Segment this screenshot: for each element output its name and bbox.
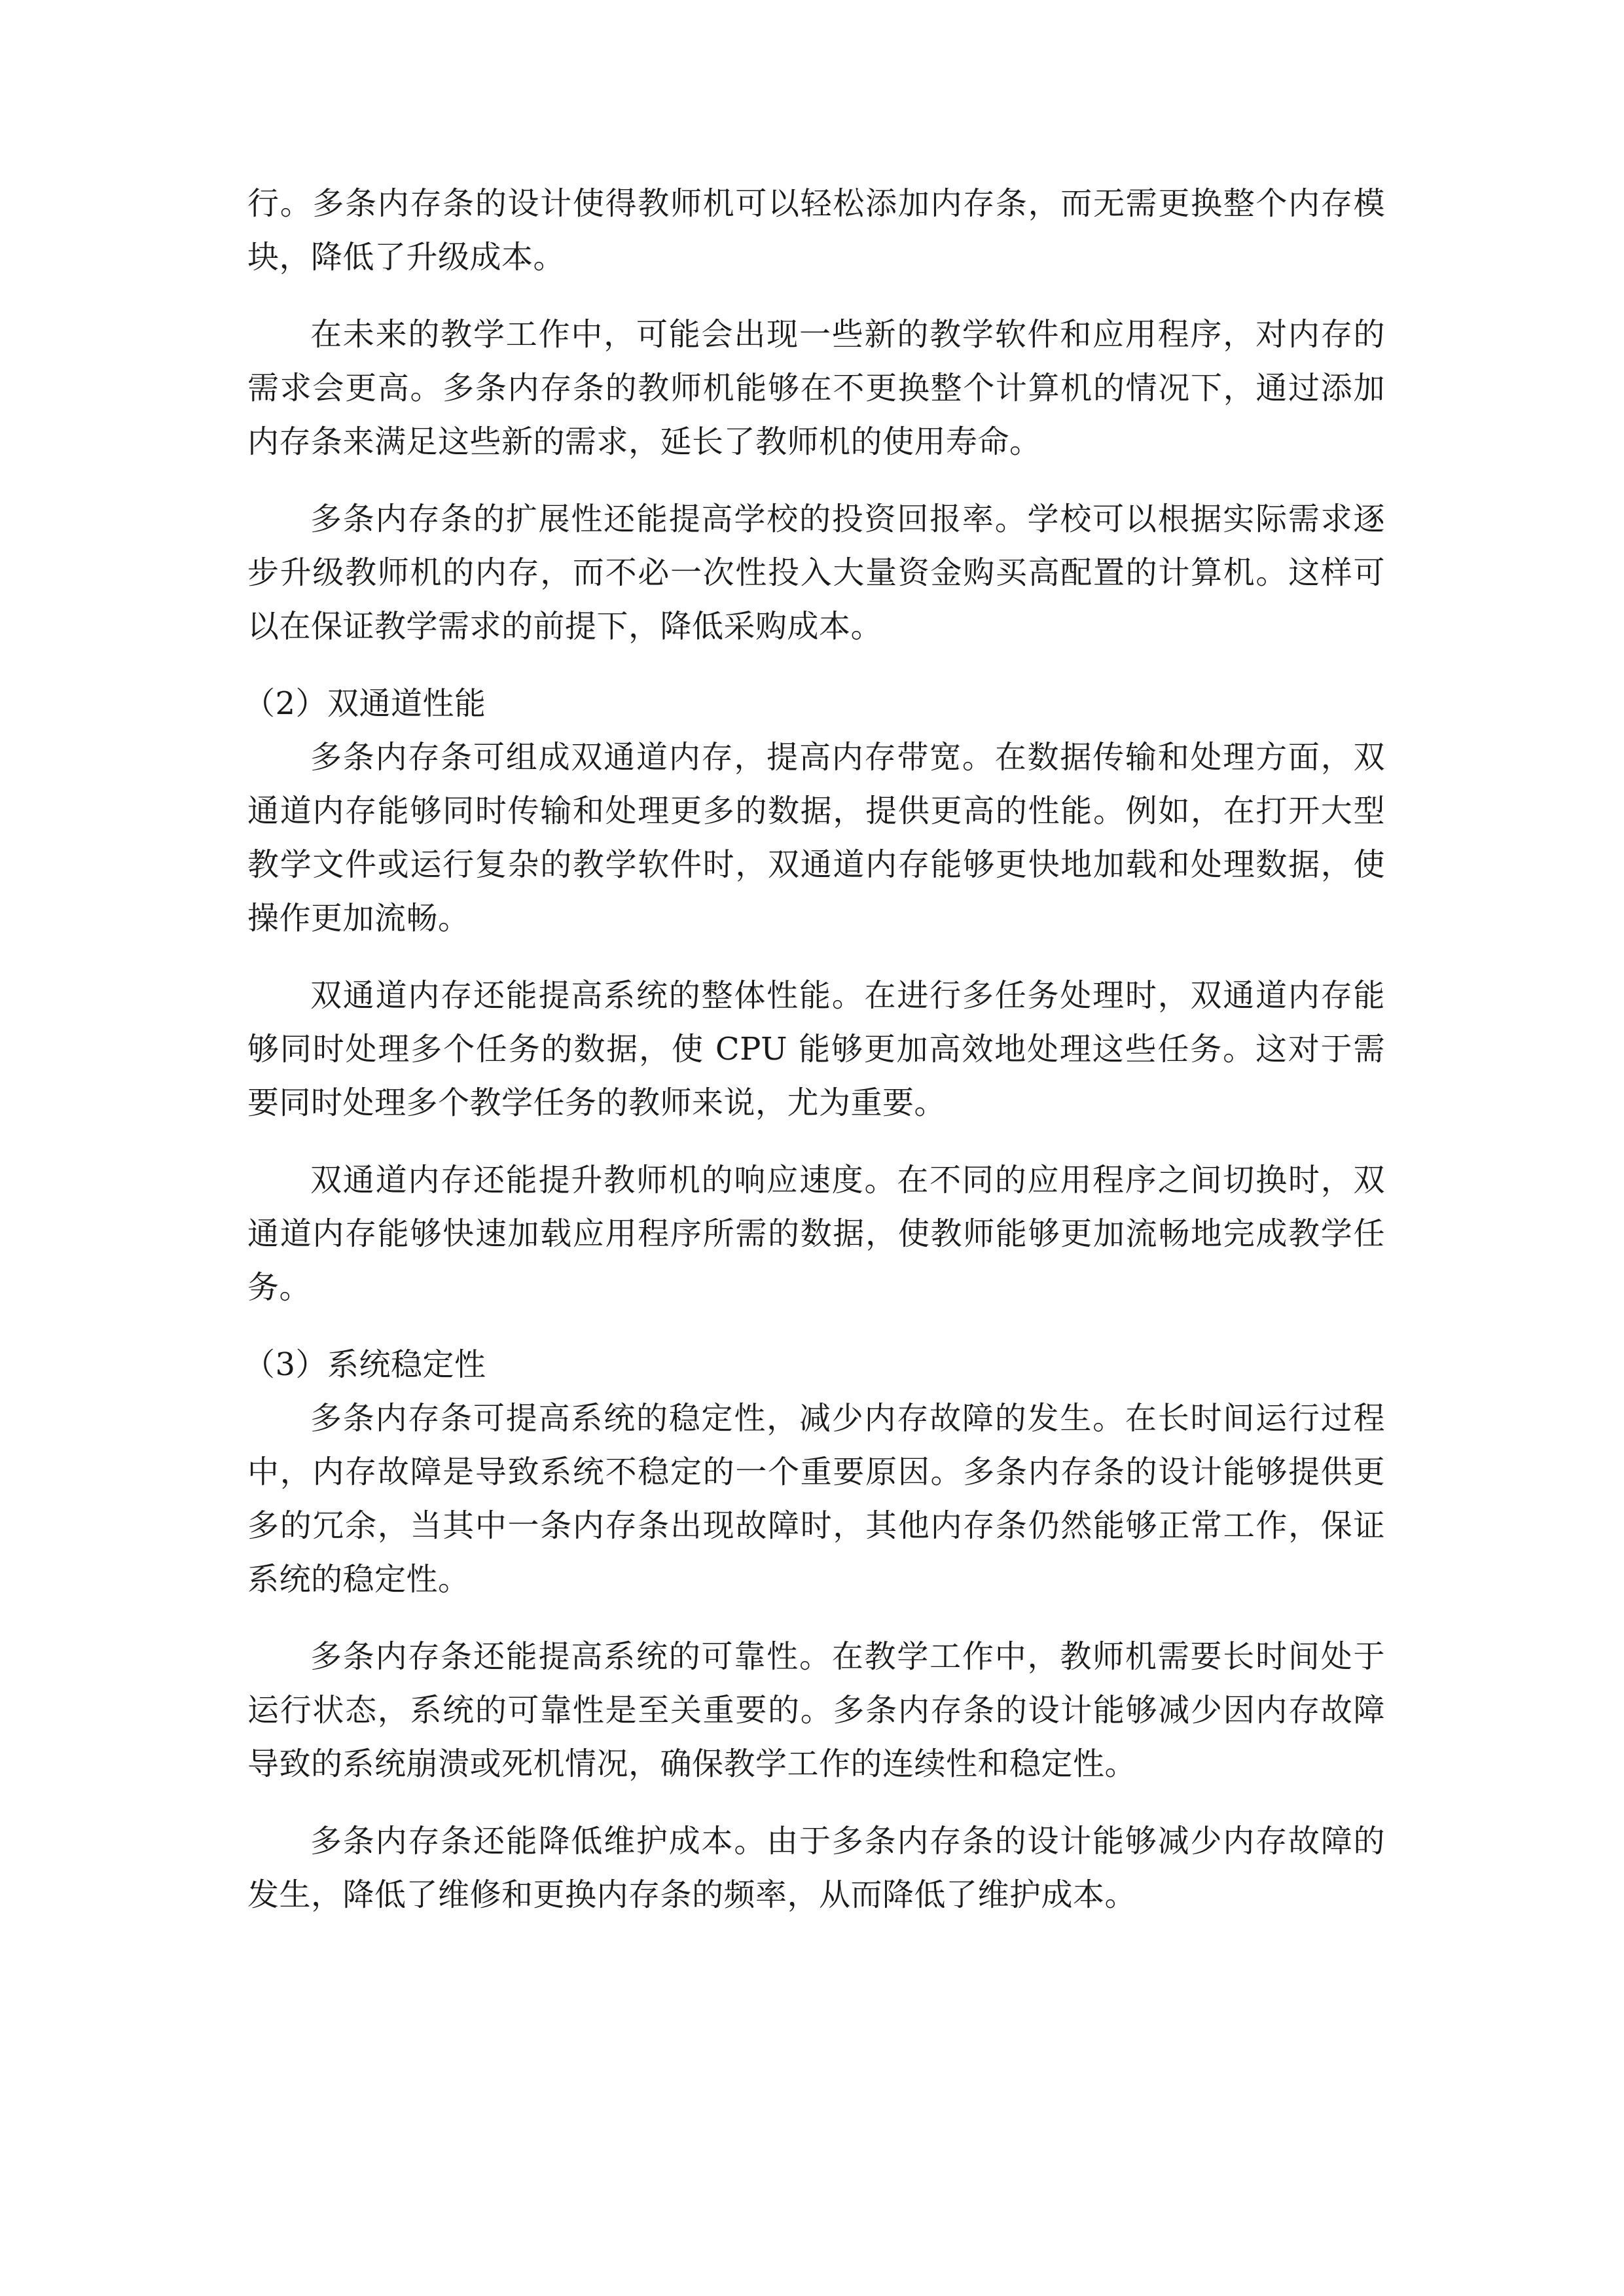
paragraph-continuation: 行。多条内存条的设计使得教师机可以轻松添加内存条，而无需更换整个内存模块，降低了升级成本。: [247, 185, 1385, 276]
spacer: [247, 1606, 1385, 1630]
spacer: [247, 653, 1385, 677]
section-heading-dual-channel: （2）双通道性能: [244, 685, 486, 722]
paragraph-investment-return: 多条内存条的扩展性还能提高学校的投资回报率。学校可以根据实际需求逐步升级教师机的内存，而不必一次性投入大量资金购买高配置的计算机。这样可以在保证教学需求的前提下，降低采购成本。: [247, 501, 1385, 645]
paragraph-stability-redundancy: 多条内存条可提高系统的稳定性，减少内存故障的发生。在长时间运行过程中，内存故障是导致系统不稳定的一个重要原因。多条内存条的设计能够提供更多的冗余，当其中一条内存条出现故障时，其他内存条仍然能够正常工作，保证系统的稳定性。: [247, 1400, 1385, 1598]
spacer: [247, 1130, 1385, 1153]
paragraph-dual-channel-bandwidth: 多条内存条可组成双通道内存，提高内存带宽。在数据传输和处理方面，双通道内存能够同时传输和处理更多的数据，提供更高的性能。例如，在打开大型教学文件或运行复杂的教学软件时，双通道内存能够更快地加载和处理数据，使操作更加流畅。: [247, 739, 1385, 937]
document-page: [244, 177, 1385, 1922]
paragraph-dual-channel-multitask: 双通道内存还能提高系统的整体性能。在进行多任务处理时，双通道内存能够同时处理多个任务的数据，使 CPU 能够更加高效地处理这些任务。这对于需要同时处理多个教学任务的教师来说，尤为重要。: [247, 977, 1385, 1121]
paragraph-maintenance-cost: 多条内存条还能降低维护成本。由于多条内存条的设计能够减少内存故障的发生，降低了维修和更换内存条的频率，从而降低了维护成本。: [247, 1823, 1385, 1913]
paragraph-future-needs: 在未来的教学工作中，可能会出现一些新的教学软件和应用程序，对内存的需求会更高。多条内存条的教师机能够在不更换整个计算机的情况下，通过添加内存条来满足这些新的需求，延长了教师机的使用寿命。: [247, 316, 1385, 460]
spacer: [247, 284, 1385, 308]
paragraph-reliability: 多条内存条还能提高系统的可靠性。在教学工作中，教师机需要长时间处于运行状态，系统的可靠性是至关重要的。多条内存条的设计能够减少因内存故障导致的系统崩溃或死机情况，确保教学工作的连续性和稳定性。: [247, 1638, 1385, 1782]
spacer: [247, 1314, 1385, 1338]
section-heading-stability: （3）系统稳定性: [244, 1346, 486, 1383]
spacer: [247, 945, 1385, 969]
spacer: [247, 1791, 1385, 1814]
spacer: [247, 469, 1385, 492]
paragraph-dual-channel-response: 双通道内存还能提升教师机的响应速度。在不同的应用程序之间切换时，双通道内存能够快速加载应用程序所需的数据，使教师能够更加流畅地完成教学任务。: [247, 1162, 1385, 1306]
